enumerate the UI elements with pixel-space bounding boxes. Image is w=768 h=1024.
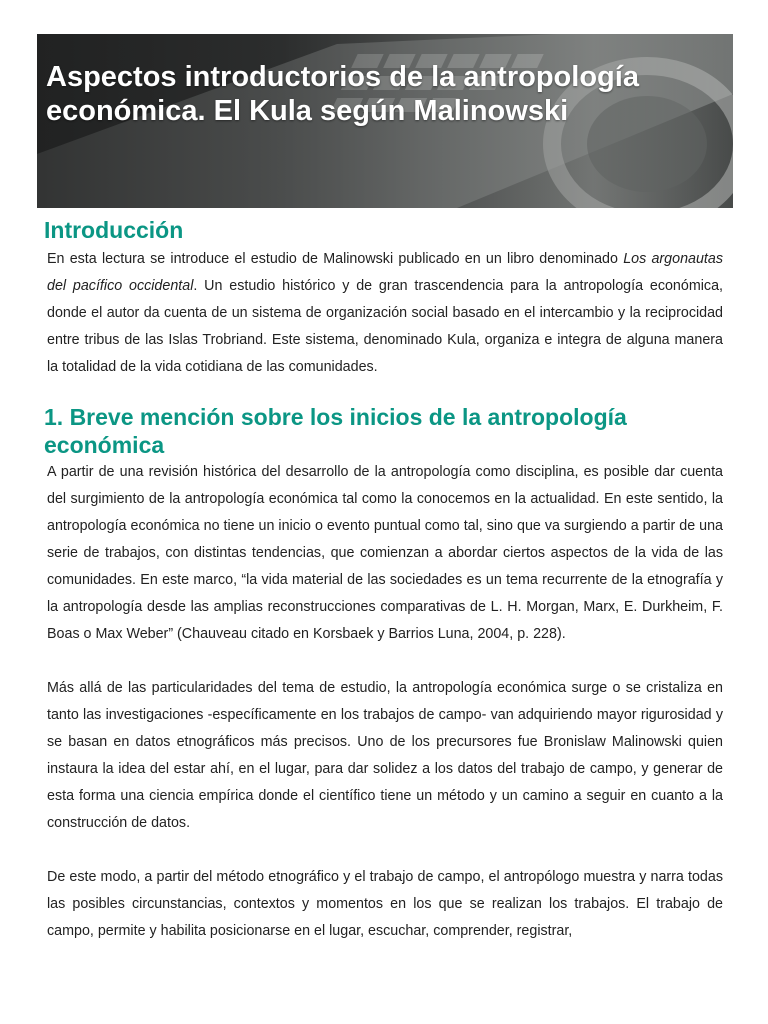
intro-text-before-italic: En esta lectura se introduce el estudio de Malinowski publicado en un libro denominado (47, 251, 624, 267)
document-body (44, 216, 723, 945)
section-1-paragraph-1: A partir de una revisión histórica del desarrollo de la antropología como disciplina, es posible dar cuenta del surgimiento de la antropología económica tal como la conocemos en la actualidad. En este sentido, la antropología económica no tiene un inicio o evento puntual como tal, sino que va surgiendo a partir de una serie de trabajos, con distintas tendencias, que comienzan a abordar ciertos aspectos de la vida de las comunidades. En este marco, “la vida material de las sociedades es un tema recurrente de la etnografía y la antropología desde las amplias reconstrucciones comparativas de L. H. Morgan, Marx, E. Durkheim, F. Boas o Max Weber” (Chauveau citado en Korsbaek y Barrios Luna, 2004, p. 228). (47, 464, 723, 642)
section-1-paragraph-3: De este modo, a partir del método etnográfico y el trabajo de campo, el antropólogo muestra y narra todas las posibles circunstancias, contextos y momentos en los que se realizan los trabajos. El trabajo de campo, permite y habilita posicionarse en el lugar, escuchar, comprender, registrar, (47, 869, 723, 939)
section-1-heading: 1. Breve mención sobre los inicios de la antropología económica (44, 404, 627, 458)
header-banner (37, 34, 733, 208)
document-title: Aspectos introductorios de la antropología económica. El Kula según Malinowski (46, 61, 639, 127)
intro-text-after-italic: . Un estudio histórico y de gran trascendencia para la antropología económica, donde el autor da cuenta de un sistema de organización social basado en el intercambio y la reciprocidad entre tribus de las Islas Trobriand. Este sistema, denominado Kula, organiza e integra de alguna manera la totalidad de la vida cotidiana de las comunidades. (47, 278, 723, 375)
introduction-heading: Introducción (44, 217, 184, 243)
introduction-paragraph (47, 246, 723, 381)
book-title-italic: Los argonautas del pacífico occidental (47, 251, 723, 294)
section-1-paragraph-2: Más allá de las particularidades del tema de estudio, la antropología económica surge o se cristaliza en tanto las investigaciones -específicamente en los trabajos de campo- van adquiriendo mayor rigurosidad y se basan en datos etnográficos más precisos. Uno de los precursores fue Bronislaw Malinowski quien instaura la idea del estar ahí, en el lugar, para dar solidez a los datos del trabajo de campo, y generar de esta forma una ciencia empírica donde el científico tiene un método y un camino a seguir en cuanto a la construcción de datos. (47, 680, 723, 831)
